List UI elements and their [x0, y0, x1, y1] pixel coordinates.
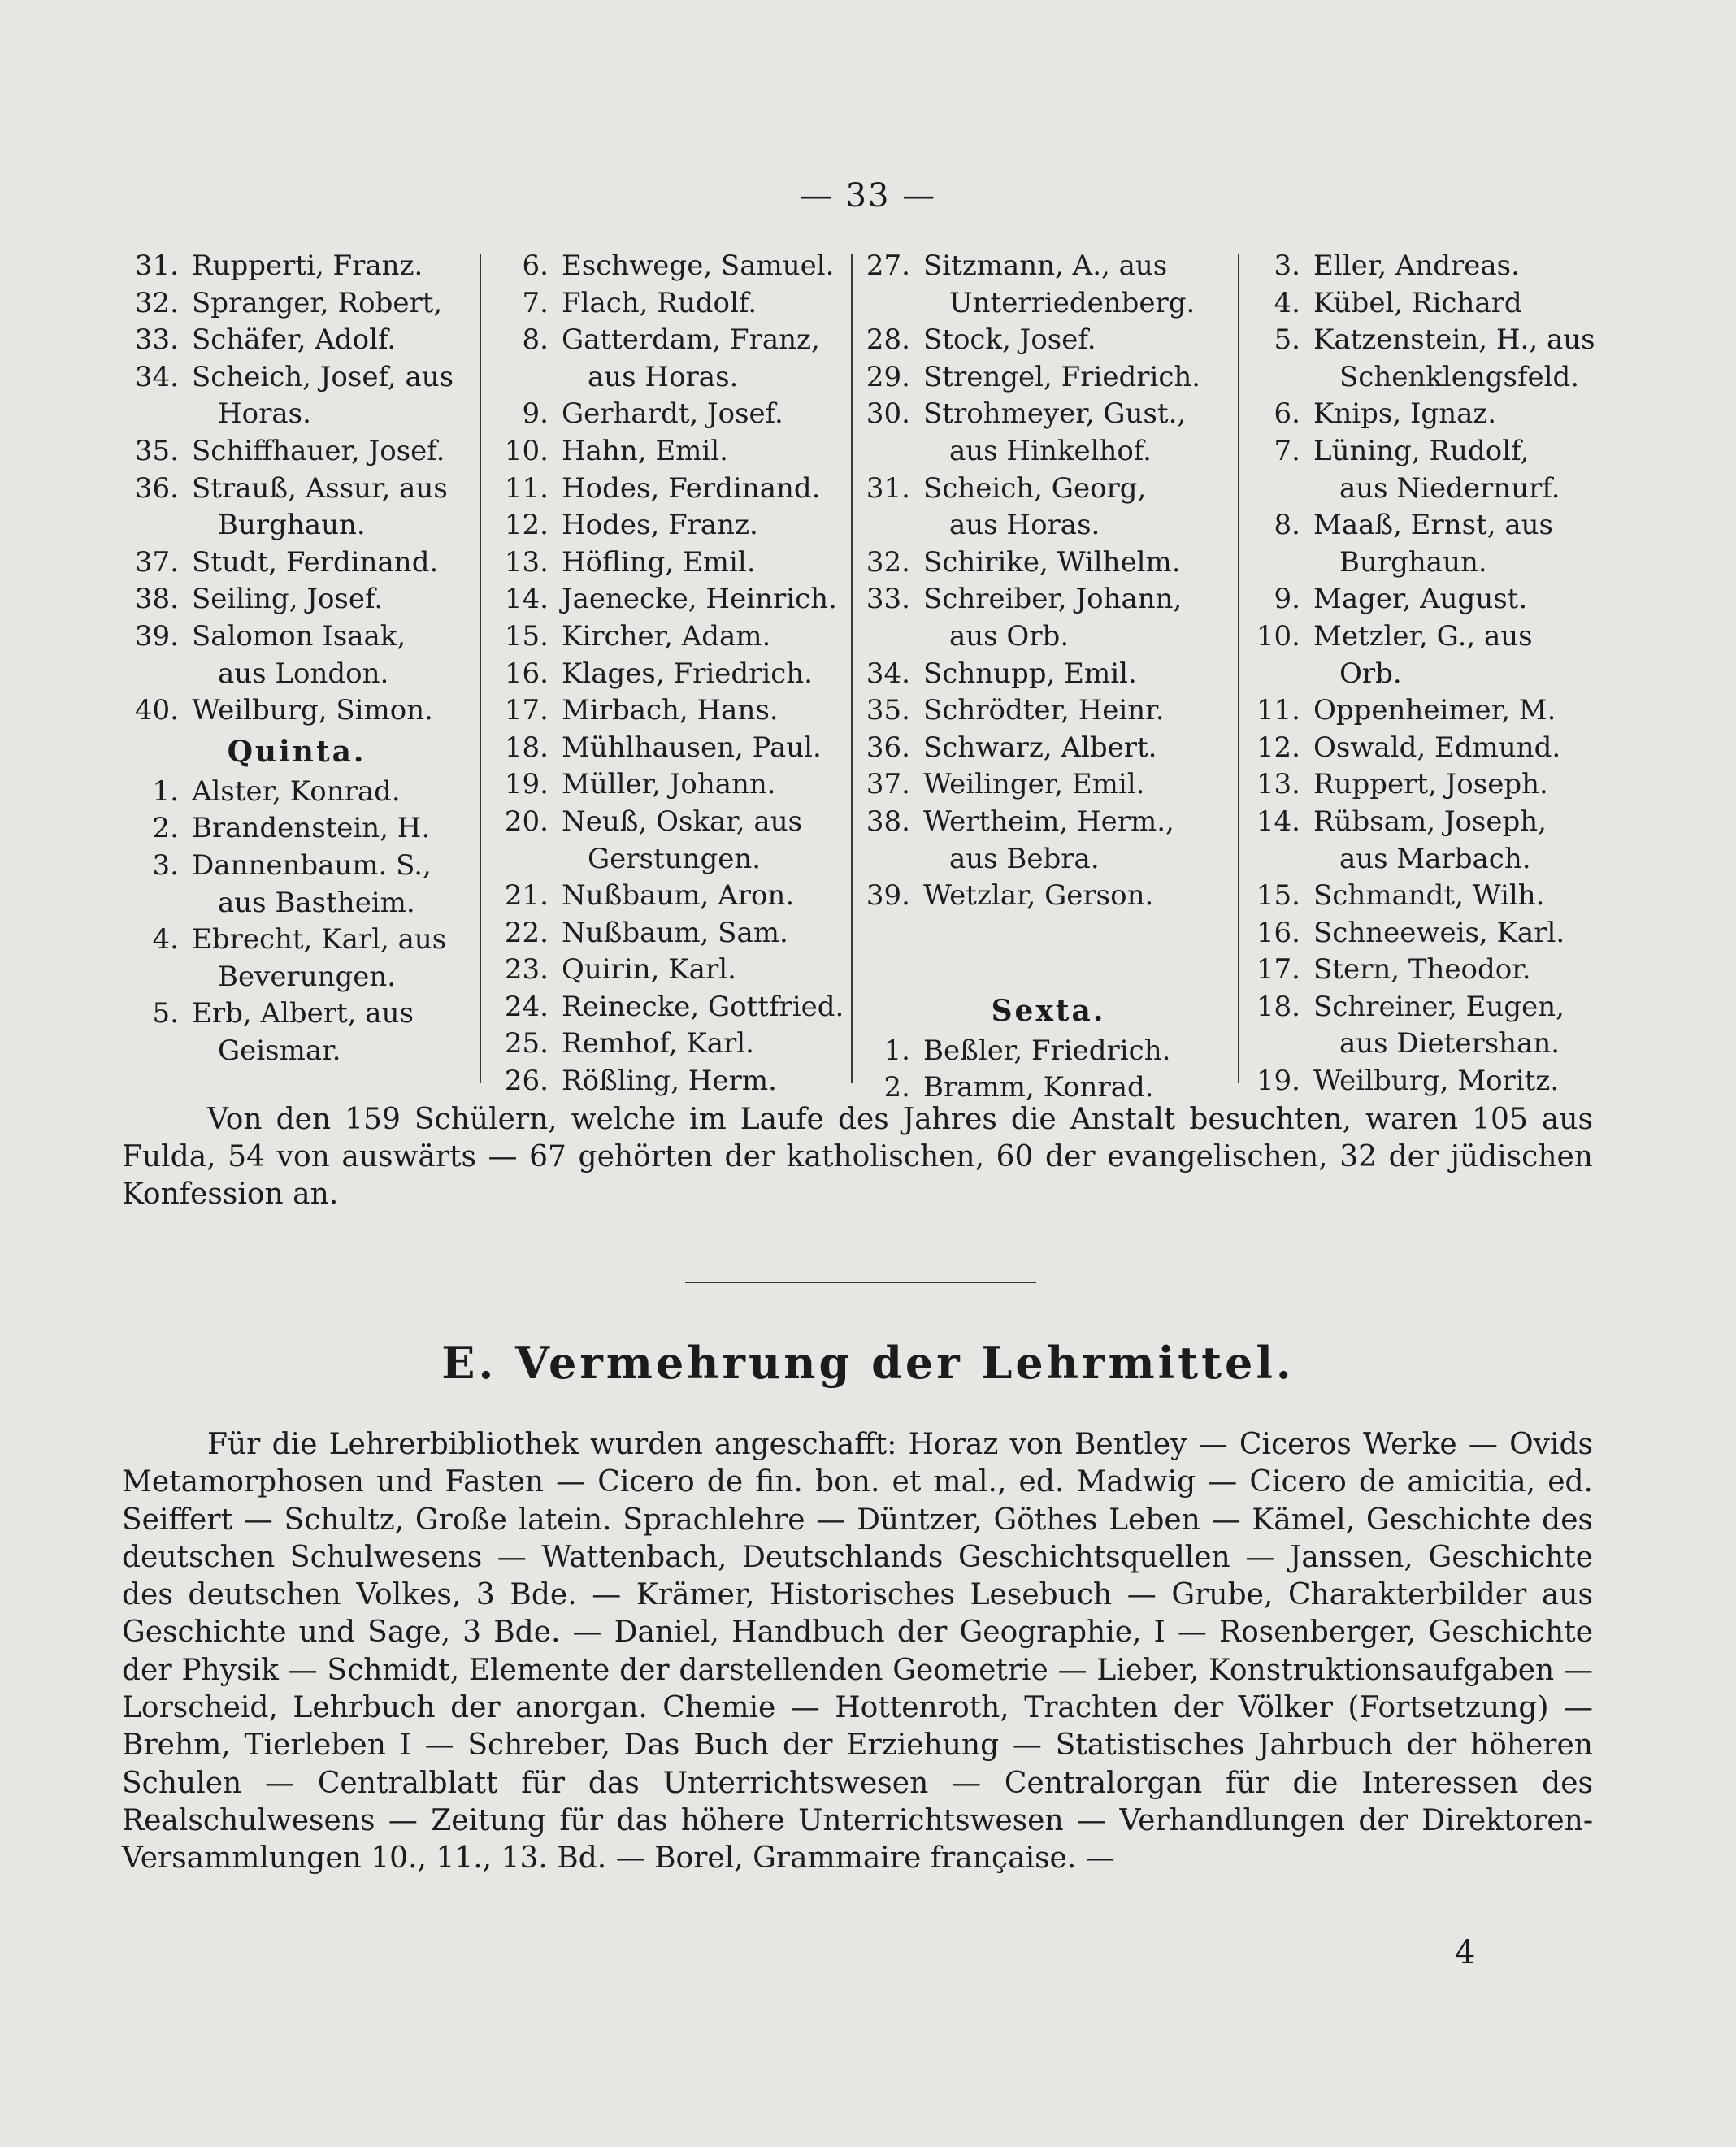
list-item	[853, 952, 1243, 989]
item-number: 13.	[1256, 768, 1300, 801]
item-text: aus Niedernurf.	[1339, 471, 1560, 505]
item-text: aus Bastheim.	[218, 886, 415, 919]
item-number: 35.	[866, 694, 910, 727]
item-text: Metzler, G., aus	[1313, 619, 1533, 653]
item-number: 14.	[1256, 805, 1300, 838]
item-text: Kübel, Richard	[1313, 286, 1522, 319]
list-item	[1243, 322, 1609, 359]
item-number: 36.	[134, 471, 179, 505]
item-number: 1.	[152, 774, 179, 808]
item-number: 28.	[866, 323, 910, 357]
item-number: 5.	[152, 997, 179, 1030]
list-item	[122, 322, 471, 359]
list-item	[1243, 915, 1609, 952]
item-text: Lüning, Rudolf,	[1313, 434, 1530, 467]
list-item	[122, 471, 471, 508]
column-3	[853, 248, 1243, 1107]
signature-number: 4	[1455, 1934, 1476, 1971]
page-number: — 33 —	[799, 177, 937, 215]
item-text: Scheich, Josef, aus	[192, 360, 454, 393]
list-item	[122, 922, 471, 959]
item-text: Wertheim, Herm.,	[923, 805, 1174, 838]
item-text: Rößling, Herm.	[562, 1065, 777, 1098]
list-item	[122, 433, 471, 471]
item-text: Maaß, Ernst, aus	[1313, 509, 1553, 542]
column-divider	[480, 254, 481, 1083]
item-text: Unterriedenberg.	[949, 286, 1196, 319]
list-item	[1243, 248, 1609, 285]
item-text: Oswald, Edmund.	[1313, 731, 1561, 764]
item-number: 2.	[152, 812, 179, 845]
item-number: 30.	[866, 397, 910, 431]
item-text: aus Horas.	[588, 360, 739, 393]
item-text: Alster, Konrad.	[192, 774, 401, 808]
item-number: 21.	[504, 879, 549, 913]
list-item	[1243, 841, 1609, 878]
item-number: 40.	[134, 694, 179, 727]
list-item	[853, 692, 1243, 730]
item-number: 8.	[1274, 509, 1300, 542]
list-item	[1243, 804, 1609, 841]
list-item	[1243, 1026, 1609, 1063]
list-item	[1243, 766, 1609, 804]
item-text: Schenklengsfeld.	[1339, 360, 1580, 393]
item-text: Eschwege, Samuel.	[562, 249, 835, 282]
item-text: Mühlhausen, Paul.	[562, 731, 822, 764]
item-number: 27.	[866, 249, 910, 282]
item-text: aus Horas.	[949, 509, 1100, 542]
item-number: 16.	[504, 657, 549, 690]
item-number: 10.	[1256, 619, 1300, 653]
list-item	[853, 322, 1243, 359]
list-item	[122, 581, 471, 618]
list-item	[853, 730, 1243, 767]
item-number: 24.	[504, 990, 549, 1023]
item-number: 11.	[504, 471, 549, 505]
list-item	[1243, 507, 1609, 544]
item-text: Hahn, Emil.	[562, 434, 728, 467]
summary-paragraph: Von den 159 Schülern, welche im Laufe des Jahres die Anstalt besuchten, waren 105 aus Fulda, 54 von auswärts — 67 gehörten der katholischen, 60 der evangelischen, 32 der jüdischen Konfession an.	[122, 1103, 1593, 1211]
item-number: 39.	[134, 619, 179, 653]
item-text: Weilburg, Simon.	[192, 694, 433, 727]
list-item	[853, 544, 1243, 582]
item-text: Klages, Friedrich.	[562, 657, 813, 690]
item-number: 22.	[504, 916, 549, 949]
item-text: Erb, Albert, aus	[192, 997, 414, 1030]
column-divider	[851, 254, 853, 1083]
item-text: Remhof, Karl.	[562, 1027, 754, 1060]
section-title: E. Vermehrung der Lehrmittel.	[441, 1337, 1295, 1389]
column-4	[1243, 248, 1609, 1100]
item-text: Knips, Ignaz.	[1313, 397, 1497, 431]
item-number: 37.	[134, 545, 179, 579]
item-text: Katzenstein, H., aus	[1313, 323, 1595, 357]
item-number: 39.	[866, 879, 910, 913]
item-number: 17.	[1256, 953, 1300, 987]
item-number: 36.	[866, 731, 910, 764]
list-item	[853, 841, 1243, 878]
student-list	[122, 248, 1609, 1104]
item-number: 19.	[504, 768, 549, 801]
item-text: Seiling, Josef.	[192, 583, 384, 616]
item-text: Salomon Isaak,	[192, 619, 406, 653]
item-number: 9.	[1274, 583, 1300, 616]
item-text: Rübsam, Joseph,	[1313, 805, 1547, 838]
item-number: 33.	[866, 583, 910, 616]
list-item	[1243, 692, 1609, 730]
item-number: 9.	[522, 397, 549, 431]
list-item	[1243, 396, 1609, 433]
item-text: Bramm, Konrad.	[923, 1071, 1154, 1104]
list-item	[1243, 618, 1609, 656]
item-text: Schirike, Wilhelm.	[923, 545, 1181, 579]
item-number: 12.	[504, 509, 549, 542]
item-text: Beßler, Friedrich.	[923, 1034, 1171, 1067]
list-item	[1243, 359, 1609, 397]
item-number: 5.	[1274, 323, 1300, 357]
item-number: 6.	[522, 249, 549, 282]
item-text: Horas.	[218, 397, 311, 431]
section-paragraph: Für die Lehrerbibliothek wurden angeschafft: Horaz von Bentley — Ciceros Werke — Ovids Metamorphosen und Fasten — Cicero de fin. bon. et mal., ed. Madwig — Cicero de amicitia, ed. Seiffert — Schultz, Große latein. Sprachlehre — Düntzer, Göthes Leben — Kämel, Geschichte des deutschen Schulwesens — Wattenbach, Deutschlands Geschichtsquellen — Janssen, Geschichte des deutschen Volkes, 3 Bde. — Krämer, Historisches Lesebuch — Grube, Charakterbilder aus Geschichte und Sage, 3 Bde. — Daniel, Handbuch der Geographie, I — Rosenberger, Geschichte der Physik — Schmidt, Elemente der darstellenden Geometrie — Lieber, Konstruktionsaufgaben — Lorscheid, Lehrbuch der anorgan. Chemie — Hottenroth, Trachten der Völker (Fortsetzung) — Brehm, Tierleben I — Schreber, Das Buch der Erziehung — Statistisches Jahrbuch der höheren Schulen — Centralblatt für das Unterrichtswesen — Centralorgan für die Interessen des Realschulwesens — Zeitung für das höhere Unterrichtswesen — Verhandlungen der Direktoren-Versammlungen 10., 11., 13. Bd. — Borel, Grammaire française. —	[122, 1428, 1593, 1876]
item-text: Nußbaum, Sam.	[562, 916, 788, 949]
item-text: Spranger, Robert,	[192, 286, 443, 319]
list-item	[1243, 656, 1609, 693]
item-number: 19.	[1256, 1065, 1300, 1098]
item-text: Schneeweis, Karl.	[1313, 916, 1565, 949]
item-text: Gerhardt, Josef.	[562, 397, 783, 431]
list-item	[122, 359, 471, 397]
list-item	[1243, 1063, 1609, 1100]
item-number: 4.	[1274, 286, 1300, 319]
item-text: aus Bebra.	[949, 842, 1100, 875]
list-item	[122, 692, 471, 730]
item-number: 34.	[134, 360, 179, 393]
item-text: Schwarz, Albert.	[923, 731, 1157, 764]
item-text: Sitzmann, A., aus	[923, 249, 1168, 282]
item-number: 7.	[1274, 434, 1300, 467]
list-item	[853, 878, 1243, 915]
item-text: Flach, Rudolf.	[562, 286, 757, 319]
item-text: Stock, Josef.	[923, 323, 1096, 357]
item-text: Mager, August.	[1313, 583, 1528, 616]
list-item	[122, 959, 471, 996]
item-number: 3.	[1274, 249, 1300, 282]
item-text: Reinecke, Gottfried.	[562, 990, 844, 1023]
list-item	[853, 581, 1243, 618]
item-number: 35.	[134, 434, 179, 467]
item-text: Wetzlar, Gerson.	[923, 879, 1154, 913]
list-item	[1243, 285, 1609, 323]
item-text: Strengel, Friedrich.	[923, 360, 1201, 393]
item-text: Schreiner, Eugen,	[1313, 990, 1565, 1023]
list-item	[853, 618, 1243, 656]
column-1	[122, 248, 471, 1069]
item-text: Orb.	[1339, 657, 1402, 690]
column-divider	[1238, 254, 1239, 1083]
list-item	[853, 656, 1243, 693]
item-text: Höfling, Emil.	[562, 545, 756, 579]
list-item	[122, 1033, 471, 1070]
item-number: 38.	[866, 805, 910, 838]
list-item	[853, 396, 1243, 433]
item-number: 38.	[134, 583, 179, 616]
item-text: Rupperti, Franz.	[192, 249, 423, 282]
list-item	[853, 766, 1243, 804]
item-text: aus Hinkelhof.	[949, 434, 1152, 467]
item-text: Beverungen.	[218, 960, 397, 993]
item-number: 15.	[504, 619, 549, 653]
item-number: 26.	[504, 1065, 549, 1098]
item-text: Scheich, Georg,	[923, 471, 1147, 505]
list-item	[122, 774, 471, 811]
list-item	[853, 507, 1243, 544]
item-text: Ebrecht, Karl, aus	[192, 923, 447, 956]
item-text: Schrödter, Heinr.	[923, 694, 1165, 727]
list-item	[1243, 952, 1609, 989]
item-text: Müller, Johann.	[562, 768, 776, 801]
list-item	[853, 285, 1243, 323]
list-item	[853, 433, 1243, 471]
class-heading: Quinta.	[227, 734, 367, 769]
item-text: Hodes, Franz.	[562, 509, 758, 542]
item-number: 15.	[1256, 879, 1300, 913]
list-item	[1243, 989, 1609, 1026]
item-number: 1.	[883, 1034, 910, 1067]
item-number: 31.	[134, 249, 179, 282]
list-item	[853, 359, 1243, 397]
list-item	[122, 544, 471, 582]
item-number: 17.	[504, 694, 549, 727]
item-text: Quirin, Karl.	[562, 953, 736, 987]
item-text: Gatterdam, Franz,	[562, 323, 820, 357]
list-item	[1243, 433, 1609, 471]
item-number: 29.	[866, 360, 910, 393]
item-text: Burghaun.	[1339, 545, 1487, 579]
horizontal-rule	[685, 1282, 1036, 1283]
list-item	[122, 396, 471, 433]
item-number: 18.	[504, 731, 549, 764]
list-item	[1243, 730, 1609, 767]
item-text: Neuß, Oskar, aus	[562, 805, 803, 838]
item-text: Studt, Ferdinand.	[192, 545, 439, 579]
list-item	[1243, 581, 1609, 618]
list-item	[122, 618, 471, 656]
item-text: Oppenheimer, M.	[1313, 694, 1556, 727]
list-item	[853, 471, 1243, 508]
item-number: 2.	[883, 1071, 910, 1104]
list-item	[853, 248, 1243, 285]
item-number: 12.	[1256, 731, 1300, 764]
list-item	[122, 656, 471, 693]
item-text: Jaenecke, Heinrich.	[562, 583, 837, 616]
item-text: Weilburg, Moritz.	[1313, 1065, 1560, 1098]
list-item	[122, 248, 471, 285]
item-number: 11.	[1256, 694, 1300, 727]
item-text: Brandenstein, H.	[192, 812, 431, 845]
item-text: Schnupp, Emil.	[923, 657, 1137, 690]
item-text: aus Orb.	[949, 619, 1070, 653]
item-text: Schreiber, Johann,	[923, 583, 1183, 616]
list-item	[122, 810, 471, 848]
item-number: 10.	[504, 434, 549, 467]
item-number: 13.	[504, 545, 549, 579]
item-text: Schmandt, Wilh.	[1313, 879, 1545, 913]
class-heading: Sexta.	[991, 993, 1106, 1028]
item-text: Ruppert, Joseph.	[1313, 768, 1548, 801]
item-number: 7.	[522, 286, 549, 319]
item-number: 8.	[522, 323, 549, 357]
item-text: Nußbaum, Aron.	[562, 879, 795, 913]
item-text: aus London.	[218, 657, 389, 690]
item-text: Gerstungen.	[588, 842, 762, 875]
item-text: Schiffhauer, Josef.	[192, 434, 445, 467]
item-text: aus Marbach.	[1339, 842, 1531, 875]
item-text: Mirbach, Hans.	[562, 694, 779, 727]
list-item	[122, 507, 471, 544]
item-text: Kircher, Adam.	[562, 619, 771, 653]
item-text: Strauß, Assur, aus	[192, 471, 448, 505]
list-item	[853, 804, 1243, 841]
item-number: 23.	[504, 953, 549, 987]
list-item	[122, 995, 471, 1033]
item-text: Eller, Andreas.	[1313, 249, 1520, 282]
item-text: Schäfer, Adolf.	[192, 323, 397, 357]
item-number: 6.	[1274, 397, 1300, 431]
item-text: Strohmeyer, Gust.,	[923, 397, 1187, 431]
item-number: 31.	[866, 471, 910, 505]
list-item	[122, 848, 471, 885]
list-item	[1243, 471, 1609, 508]
list-item	[853, 1033, 1243, 1070]
list-item	[853, 915, 1243, 952]
item-text: Geismar.	[218, 1034, 341, 1067]
item-number: 14.	[504, 583, 549, 616]
item-text: Stern, Theodor.	[1313, 953, 1531, 987]
item-number: 34.	[866, 657, 910, 690]
list-item	[1243, 544, 1609, 582]
item-number: 18.	[1256, 990, 1300, 1023]
item-text: Weilinger, Emil.	[923, 768, 1145, 801]
item-text: Dannenbaum. S.,	[192, 848, 432, 882]
item-text: Burghaun.	[218, 509, 366, 542]
item-number: 37.	[866, 768, 910, 801]
item-text: aus Dietershan.	[1339, 1027, 1560, 1060]
item-number: 4.	[152, 923, 179, 956]
item-number: 32.	[134, 286, 179, 319]
item-number: 25.	[504, 1027, 549, 1060]
item-number: 16.	[1256, 916, 1300, 949]
item-number: 3.	[152, 848, 179, 882]
item-number: 33.	[134, 323, 179, 357]
list-item	[122, 285, 471, 323]
list-item	[122, 885, 471, 922]
item-number: 32.	[866, 545, 910, 579]
item-text: Hodes, Ferdinand.	[562, 471, 821, 505]
list-item	[1243, 878, 1609, 915]
item-number: 20.	[504, 805, 549, 838]
